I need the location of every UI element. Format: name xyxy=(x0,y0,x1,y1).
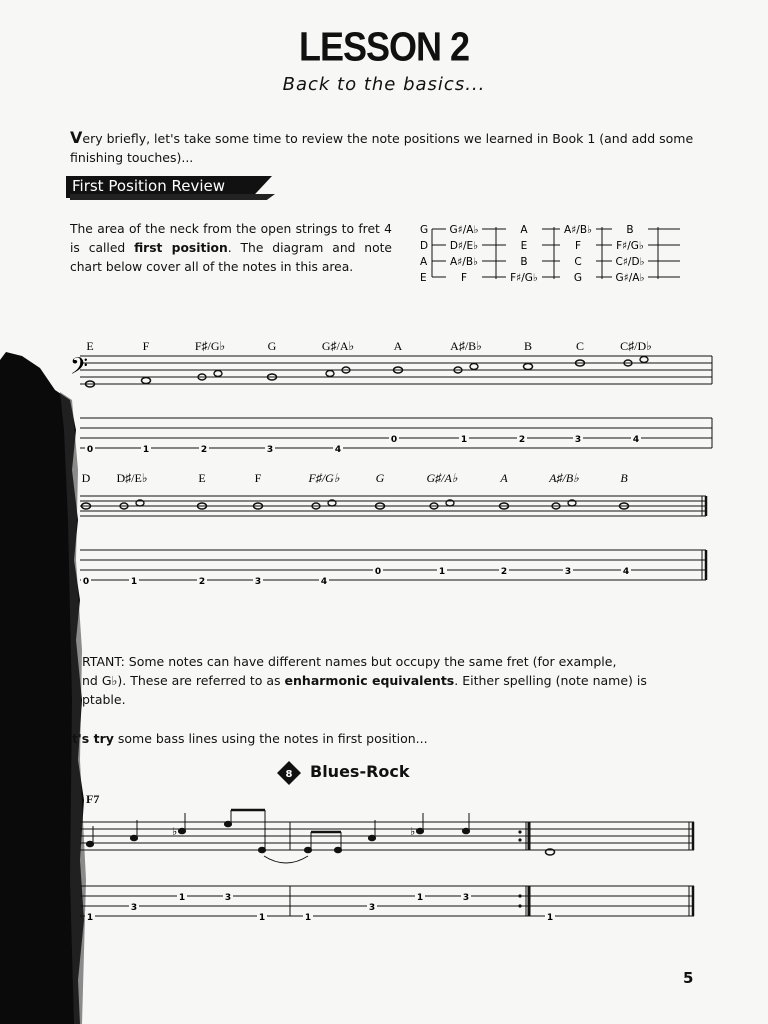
important-bold-term: enharmonic equivalents xyxy=(284,673,455,688)
fret-chart-note: G♯/A♭ xyxy=(615,272,645,284)
tab-fret-number: 3 xyxy=(574,435,582,445)
note-chart-1 xyxy=(70,336,716,456)
tab-fret-number: 3 xyxy=(368,903,376,913)
intro-text: ery briefly, let's take some time to review the note positions we learned in Book 1 (and add some finishing touches)... xyxy=(70,131,694,165)
tab-fret-number: 0 xyxy=(82,577,90,587)
tab-fret-number: 2 xyxy=(500,567,508,577)
fretboard-note-chart xyxy=(418,220,688,284)
tab-fret-number: 3 xyxy=(266,445,274,455)
flat-note-head xyxy=(470,364,478,370)
fret-chart-note: B xyxy=(520,256,528,268)
song-title: Blues-Rock xyxy=(310,762,410,781)
important-text-1: Some notes can have different names but occupy the same fret (for example, xyxy=(128,654,617,669)
note-name-label: F♯/G♭ xyxy=(194,339,226,353)
string-name: E xyxy=(420,272,427,284)
page-number: 5 xyxy=(683,969,694,987)
blues-rock-notation xyxy=(80,806,700,922)
note-name-label: F xyxy=(254,471,262,485)
important-text-2b: . Either spelling (note name) is xyxy=(454,673,647,688)
tab-fret-number: 4 xyxy=(622,567,630,577)
flat-note-head xyxy=(214,371,222,377)
fret-chart-note: E xyxy=(520,240,528,252)
tab-fret-number: 1 xyxy=(438,567,446,577)
tab-fret-number: 1 xyxy=(460,435,468,445)
note-name-label: A xyxy=(500,471,508,485)
note-name-label: C xyxy=(575,339,585,353)
para-bold-term: first position xyxy=(134,241,228,255)
note-name-label: D♯/E♭ xyxy=(116,471,148,485)
lets-try-text: some bass lines using the notes in first position... xyxy=(113,731,428,746)
note-chart-2 xyxy=(76,468,716,588)
track-number: 8 xyxy=(285,769,293,780)
section-banner: First Position Review xyxy=(72,177,226,195)
lets-try-line xyxy=(72,731,428,746)
bass-clef-icon: 𝄢 xyxy=(70,352,89,385)
tab-fret-number: 2 xyxy=(200,445,208,455)
intro-paragraph xyxy=(70,128,700,167)
tab-fret-number: 3 xyxy=(462,893,470,903)
fret-chart-note: B xyxy=(626,224,634,236)
note-name-label: E xyxy=(86,339,94,353)
para-text-end: . The diagram and note chart below cover all of the notes in this area. xyxy=(70,241,392,274)
important-note xyxy=(82,652,682,709)
string-name: D xyxy=(420,240,429,252)
tab-fret-number: 0 xyxy=(86,445,94,455)
note-name-label: F xyxy=(142,339,150,353)
note-name-label: A xyxy=(393,339,403,353)
fret-chart-note: A xyxy=(520,224,528,236)
first-position-paragraph xyxy=(70,220,392,277)
flat-note-head xyxy=(640,357,648,363)
note-name-label: C♯/D♭ xyxy=(620,339,652,353)
note-name-label: B xyxy=(523,339,533,353)
fret-chart-note: F xyxy=(460,272,468,284)
lesson-subtitle: Back to the basics... xyxy=(282,74,486,95)
tab-fret-number: 3 xyxy=(130,903,138,913)
tab-fret-number: 3 xyxy=(564,567,572,577)
note-name-label: B xyxy=(620,471,628,485)
lesson-title: LESSON 2 xyxy=(298,23,470,70)
chord-symbol: F7 xyxy=(86,792,100,806)
fret-chart-note: F xyxy=(574,240,582,252)
lets-try-bold: t's try xyxy=(72,731,114,746)
tab-fret-number: 4 xyxy=(334,445,342,455)
note-name-label: F♯/G♭ xyxy=(308,471,340,485)
tab-fret-number: 4 xyxy=(320,577,328,587)
note-name-label: G♯/A♭ xyxy=(321,339,355,353)
tab-fret-number: 2 xyxy=(198,577,206,587)
string-name: A xyxy=(420,256,428,268)
tab-fret-number: 1 xyxy=(142,445,150,455)
fret-chart-note: G xyxy=(573,272,583,284)
whole-note xyxy=(524,364,533,370)
fret-chart-note: G♯/A♭ xyxy=(449,224,479,236)
note-name-label: E xyxy=(198,471,206,485)
track-number-icon xyxy=(276,760,302,786)
tab-fret-number: 0 xyxy=(374,567,382,577)
flat-sign-icon: ♭ xyxy=(172,825,178,838)
tab-fret-number: 1 xyxy=(258,913,266,923)
tab-fret-number: 1 xyxy=(304,913,312,923)
fret-chart-note: A♯/B♭ xyxy=(450,256,478,268)
tab-fret-number: 1 xyxy=(416,893,424,903)
whole-note xyxy=(142,378,151,384)
tie-curve xyxy=(264,856,308,863)
tab-fret-number: 1 xyxy=(86,913,94,923)
fret-chart-note: D♯/E♭ xyxy=(449,240,479,252)
note-name-label: G xyxy=(375,471,385,485)
tab-fret-number: 1 xyxy=(130,577,138,587)
important-text-3: ptable. xyxy=(82,692,126,707)
fret-chart-note: F♯/G♭ xyxy=(616,240,644,252)
important-text-2a: nd G♭). These are referred to as xyxy=(82,673,285,688)
tab-fret-number: 3 xyxy=(224,893,232,903)
note-name-label: A♯/B♭ xyxy=(549,471,579,485)
sharp-note-head xyxy=(326,371,334,377)
note-name-label: G♯/A♭ xyxy=(426,471,458,485)
note-name-label: G xyxy=(267,339,277,353)
tab-fret-number: 4 xyxy=(632,435,640,445)
important-lead: RTANT: xyxy=(82,654,129,669)
tab-fret-number: 2 xyxy=(518,435,526,445)
string-name: G xyxy=(420,224,429,236)
tab-fret-number: 3 xyxy=(254,577,262,587)
tab-fret-number: 1 xyxy=(178,893,186,903)
tab-fret-number: 0 xyxy=(390,435,398,445)
tab-fret-number: 1 xyxy=(546,913,554,923)
note-name-label: A♯/B♭ xyxy=(450,339,482,353)
fret-chart-note: C xyxy=(574,256,582,268)
fret-chart-note: C♯/D♭ xyxy=(615,256,645,268)
intro-drop-letter: V xyxy=(70,128,83,147)
flat-sign-icon: ♭ xyxy=(410,825,416,838)
para-text-start: The area of the neck from the open strings to fret 4 is called xyxy=(70,222,392,255)
note-name-label: D xyxy=(81,471,91,485)
fret-chart-note: F♯/G♭ xyxy=(510,272,538,284)
fret-chart-note: A♯/B♭ xyxy=(564,224,592,236)
